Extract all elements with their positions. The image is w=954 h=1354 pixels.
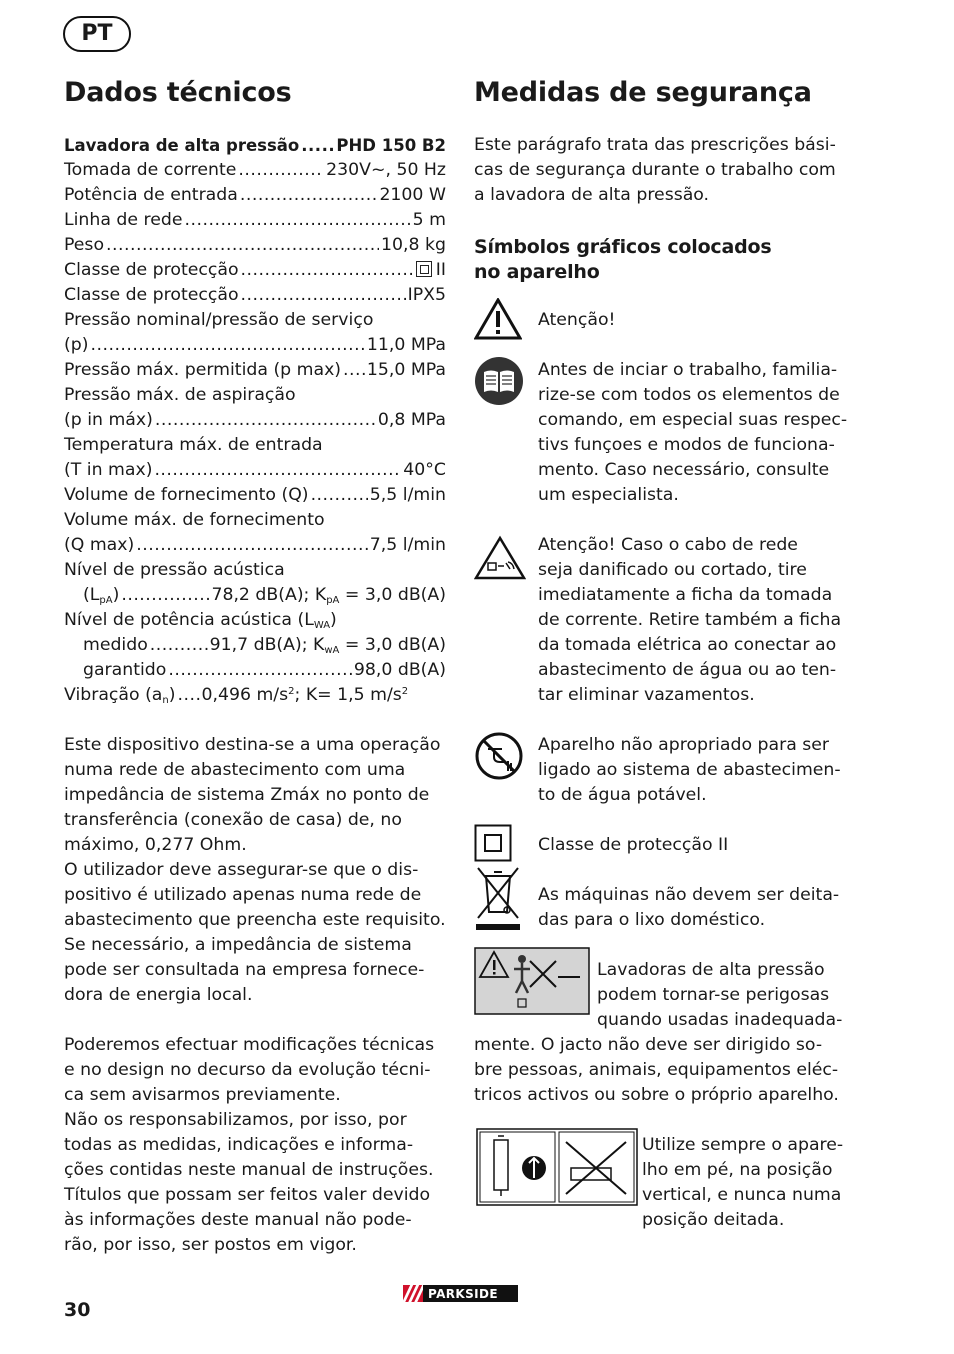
symbol-text-line: to de água potável. [538,785,707,805]
symbol-text-line: Antes de inciar o trabalho, familia- [538,360,838,380]
paragraph-line: Não os responsabilizamos, por isso, por [64,1110,407,1130]
paragraph-line: ções contidas neste manual de instruções. [64,1160,434,1180]
symbol-text-line: rize-se com todos os elementos de [538,385,840,405]
technical-data-title: Dados técnicos [64,77,292,108]
paragraph-line: ca sem avisarmos previamente. [64,1085,341,1105]
symbol-text-line: ligado ao sistema de abastecimen- [538,760,841,780]
spec-row: Peso ..... 10,8 kg [64,233,446,258]
paragraph-line: impedância de sistema Zmáx no ponto de [64,785,430,805]
unplug-warning-icon [474,535,526,581]
paragraph-line: todas as medidas, indicações e informa- [64,1135,414,1155]
safety-intro [474,133,856,208]
paragraph-line: dora de energia local. [64,985,253,1005]
spec-label: Pressão máx. de aspiração [64,385,296,405]
no-drinking-water-icon [474,731,524,781]
paragraph-line: numa rede de abastecimento com uma [64,760,406,780]
paragraph-line: transferência (conexão de casa) de, no [64,810,402,830]
read-manual-icon [474,356,524,406]
paragraph-line: e no design no decurso da evolução técni- [64,1060,431,1080]
paragraph-line: Este dispositivo destina-se a uma operação [64,735,441,755]
symbol-text-line: Atenção! Caso o cabo de rede [538,535,798,555]
symbol-text-line: Classe de protecção II [538,835,729,855]
paragraph-line: Poderemos efectuar modificações técnicas [64,1035,435,1055]
symbol-text-line: mento. Caso necessário, consulte [538,460,830,480]
paragraph-line: máximo, 0,277 Ohm. [64,835,247,855]
symbol-text-line: Atenção! [538,310,616,330]
spec-label: Temperatura máx. de entrada [64,435,323,455]
symbol-text-line: abastecimento de água ou ao ten- [538,660,837,680]
spec-row: (T in max) ..... 40°C [64,458,446,483]
symbol-text-line: da tomada elétrica ao conectar ao [538,635,837,655]
spec-row: Potência de entrada ..... 2100 W [64,183,446,208]
symbols-subtitle: Símbolos gráficos colocados no aparelho [474,236,772,283]
impedance-paragraph [64,733,446,1008]
symbol-text-line: seja danificado ou cortado, tire [538,560,807,580]
paragraph-line: rão, por isso, ser postos em vigor. [64,1235,357,1255]
paragraph-line: Títulos que possam ser feitos valer devido [64,1185,431,1205]
symbol-row-crossed-bin [474,883,856,933]
spec-row-vibration: Vibração $(a_n)$ ..... 0,496 $m/s^2$; K= 1,5 $m/s^2$ [64,683,446,708]
disclaimer-paragraph [64,1033,446,1258]
spec-list [64,133,446,708]
jet-warning-block: Lavadoras de alta pressão podem tornar-se perigosas quando usadas inadequada- mente. O jacto não deve ser dirigido so- bre pessoas, animais, equipamentos eléc- tricos activos ou sobre o próprio aparelho. [474,958,856,1108]
symbol-row-attention [474,308,856,333]
symbol-text-line: As máquinas não devem ser deita- [538,885,840,905]
paragraph-line: Este parágrafo trata das prescrições bási- [474,135,836,155]
spec-row-model: Lavadora de alta pressão ..... PHD 150 B2 [64,133,446,158]
spec-row-sound-power: medido ..... 91,7 dB(A); $K_{wA} = 3,0$ dB(A) [64,633,446,658]
spec-label: Pressão nominal/pressão de serviço [64,310,374,330]
parkside-logo: PARKSIDE [403,1285,518,1302]
paragraph-line: às informações deste manual não pode- [64,1210,412,1230]
symbol-text-line: Aparelho não apropriado para ser [538,735,830,755]
symbol-text-line: um especialista. [538,485,679,505]
symbol-text-line: comando, em especial suas respec- [538,410,848,430]
paragraph-line: Se necessário, a impedância de sistema [64,935,412,955]
spec-row: Classe de protecção ..... II [64,258,446,283]
spec-row: (Q max) ..... 7,5 l/min [64,533,446,558]
spec-label: Nível de pressão acústica [64,560,285,580]
upright-usage-block: Utilize sempre o apare- lho em pé, na posição vertical, e nunca numa posição deitada. [474,1133,856,1233]
symbol-text-line: tivs funçoes e modos de funciona- [538,435,835,455]
paragraph-line: O utilizador deve assegurar-se que o dis- [64,860,419,880]
spec-row: Linha de rede ..... 5 m [64,208,446,233]
upright-usage-label-icon [476,1128,638,1206]
spec-row: (p in máx) ..... 0,8 MPa [64,408,446,433]
symbol-row-read-manual [474,358,856,508]
crossed-bin-icon [474,864,522,932]
paragraph-line: abastecimento que preencha este requisito. [64,910,446,930]
paragraph-line: a lavadora de alta pressão. [474,185,710,205]
symbol-text-line: das para o lixo doméstico. [538,910,766,930]
spec-row: garantido ..... 98,0 dB(A) [64,658,446,683]
protection-class-2-icon [474,824,512,862]
symbol-text-line: imediatamente a ficha da tomada [538,585,833,605]
spec-row: Volume de fornecimento (Q) ..... 5,5 l/min [64,483,446,508]
protection-class-2-icon [416,261,432,277]
technical-data-column [64,74,446,1258]
spec-label: Nível de potência acústica $(L_{WA})$ [64,610,337,631]
safety-column [474,74,856,1233]
paragraph-line: cas de segurança durante o trabalho com [474,160,836,180]
jet-warning-label-icon [474,947,590,1015]
paragraph-line: positivo é utilizado apenas numa rede de [64,885,422,905]
spec-row: Tomada de corrente ..... 230V~, 50 Hz [64,158,446,183]
warning-triangle-icon [474,298,522,340]
symbol-text-line: de corrente. Retire também a ficha [538,610,842,630]
symbol-row-unplug [474,533,856,708]
safety-title: Medidas de segurança [474,77,812,108]
spec-row: (p) ..... 11,0 MPa [64,333,446,358]
spec-row: Classe de protecção ..... IPX5 [64,283,446,308]
spec-row-sound-pressure: $(L_{pA})$ ..... 78,2 dB(A); $K_{pA} = 3,0$ dB(A) [64,583,446,608]
symbol-text-line: tar eliminar vazamentos. [538,685,755,705]
spec-row: Pressão máx. permitida (p max) ..... 15,0 MPa [64,358,446,383]
language-badge: PT [63,16,131,52]
logo-stripes-icon [403,1285,423,1302]
paragraph-line: pode ser consultada na empresa fornece- [64,960,425,980]
page-number: 30 [64,1299,91,1321]
spec-label: Volume máx. de fornecimento [64,510,325,530]
symbol-row-protection-class [474,833,856,858]
symbol-row-no-drinking-water [474,733,856,808]
